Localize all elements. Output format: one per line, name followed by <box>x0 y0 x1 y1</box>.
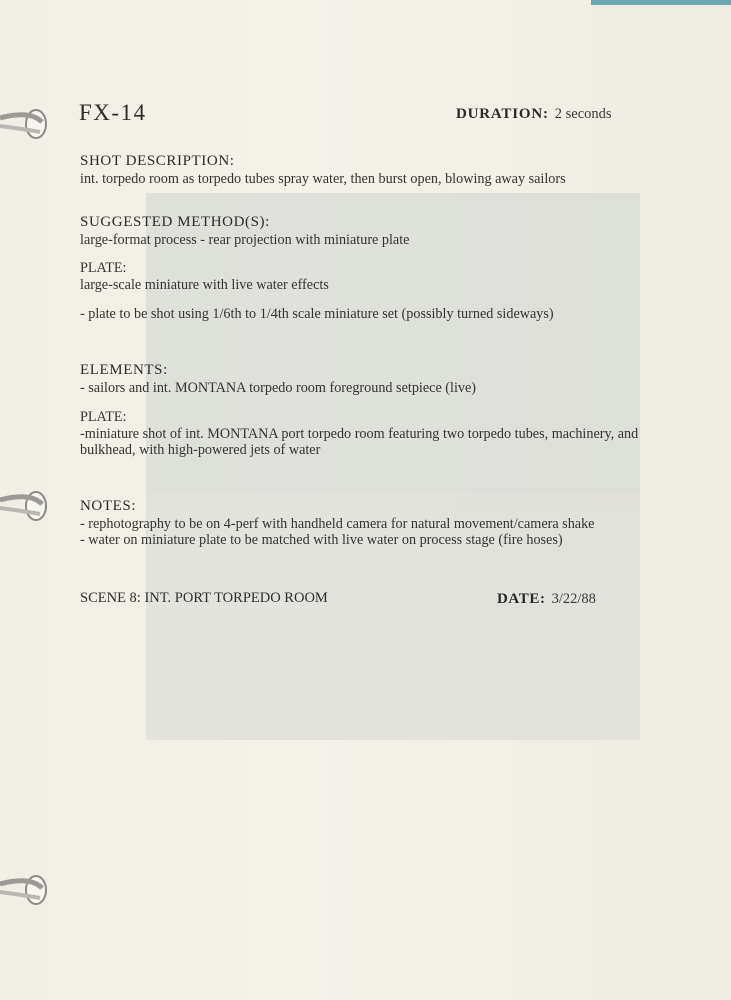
methods-plate-label: PLATE: <box>80 260 127 276</box>
elements-heading: ELEMENTS: <box>80 362 168 378</box>
duration-value: 2 seconds <box>554 106 612 122</box>
suggested-methods-heading: SUGGESTED METHOD(S): <box>80 214 270 230</box>
elements-plate-line2: bulkhead, with high-powered jets of water <box>80 442 321 458</box>
elements-text: - sailors and int. MONTANA torpedo room foreground setpiece (live) <box>80 380 477 396</box>
binder-ring-icon <box>0 100 48 148</box>
shot-id: FX-14 <box>79 100 147 125</box>
date <box>497 591 596 608</box>
binder-ring-icon <box>0 866 48 914</box>
elements-plate-label: PLATE: <box>80 409 127 425</box>
notes-heading: NOTES: <box>80 498 137 514</box>
scene-label: SCENE 8: INT. PORT TORPEDO ROOM <box>80 590 328 606</box>
notes-line2: - water on miniature plate to be matched with live water on process stage (fire hoses) <box>80 532 563 548</box>
notes-line1: - rephotography to be on 4-perf with handheld camera for natural movement/camera shake <box>80 516 595 532</box>
date-label: DATE: <box>497 591 546 607</box>
methods-plate-note: - plate to be shot using 1/6th to 1/4th scale miniature set (possibly turned sideways) <box>80 306 554 322</box>
duration <box>456 106 612 123</box>
shot-description-text: int. torpedo room as torpedo tubes spray water, then burst open, blowing away sailors <box>80 171 566 187</box>
methods-plate-text: large-scale miniature with live water effects <box>80 277 329 293</box>
shot-description-heading: SHOT DESCRIPTION: <box>80 153 235 169</box>
duration-label: DURATION: <box>456 106 549 122</box>
corner-tab <box>591 0 731 5</box>
elements-plate-line1: -miniature shot of int. MONTANA port torpedo room featuring two torpedo tubes, machinery, and <box>80 426 639 442</box>
suggested-methods-text: large-format process - rear projection with miniature plate <box>80 232 410 248</box>
binder-ring-icon <box>0 482 48 530</box>
date-value: 3/22/88 <box>551 591 596 607</box>
